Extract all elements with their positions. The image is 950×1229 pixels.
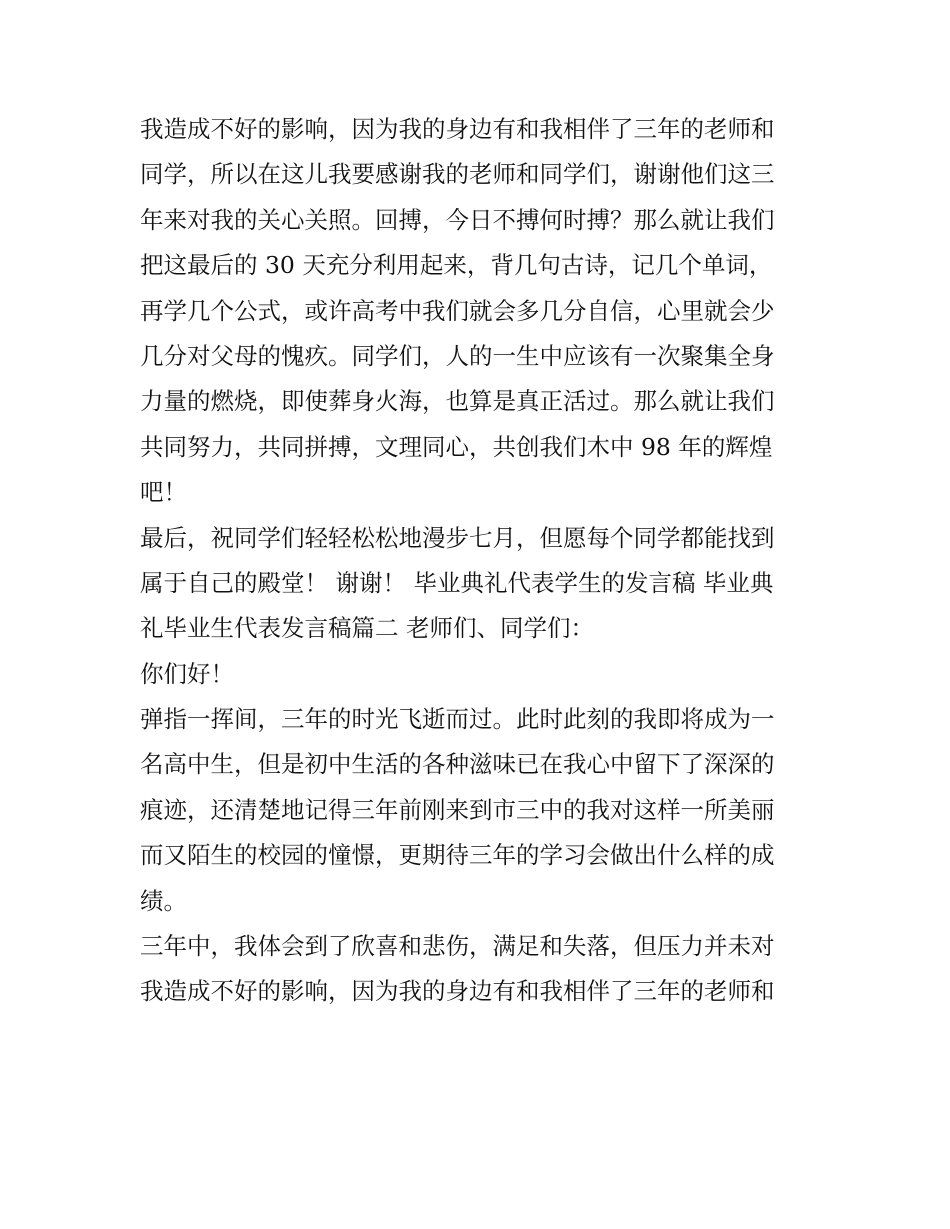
text-line: 弹指一挥间，三年的时光飞逝而过。此时此刻的我即将成为一 xyxy=(140,705,775,734)
text-line: 几分对父母的愧疚。同学们，人的一生中应该有一次聚集全身 xyxy=(140,341,775,370)
text-line: 你们好！ xyxy=(140,659,234,688)
text-line: 我造成不好的影响，因为我的身边有和我相伴了三年的老师和 xyxy=(140,977,775,1006)
text-line: 痕迹，还清楚地记得三年前刚来到市三中的我对这样一所美丽 xyxy=(140,795,775,824)
text-line: 而又陌生的校园的憧憬，更期待三年的学习会做出什么样的成 xyxy=(140,841,775,870)
text-line: 共同努力，共同拼搏，文理同心，共创我们木中 98 年的辉煌 xyxy=(140,432,773,461)
text-line: 同学，所以在这儿我要感谢我的老师和同学们，谢谢他们这三 xyxy=(140,160,775,189)
text-line: 我造成不好的影响，因为我的身边有和我相伴了三年的老师和 xyxy=(140,115,775,143)
text-line: 最后，祝同学们轻轻松松地漫步七月，但愿每个同学都能找到 xyxy=(140,523,775,552)
text-line: 名高中生，但是初中生活的各种滋味已在我心中留下了深深的 xyxy=(140,750,775,779)
text-line: 属于自己的殿堂！ 谢谢！ 毕业典礼代表学生的发言稿 毕业典 xyxy=(140,568,774,597)
text-line: 把这最后的 30 天充分利用起来，背几句古诗，记几个单词， xyxy=(140,251,773,280)
text-line: 力量的燃烧，即使葬身火海，也算是真正活过。那么就让我们 xyxy=(140,387,775,416)
text-line: 吧！ xyxy=(140,478,187,507)
text-line: 年来对我的关心关照。回搏，今日不搏何时搏？那么就让我们 xyxy=(140,205,775,234)
body-text xyxy=(140,107,820,1015)
text-line: 再学几个公式，或许高考中我们就会多几分自信，心里就会少 xyxy=(140,296,775,325)
text-line: 三年中，我体会到了欣喜和悲伤，满足和失落，但压力并未对 xyxy=(140,932,775,961)
text-line: 礼毕业生代表发言稿篇二 老师们、同学们： xyxy=(140,614,594,643)
text-line: 绩。 xyxy=(140,886,187,915)
